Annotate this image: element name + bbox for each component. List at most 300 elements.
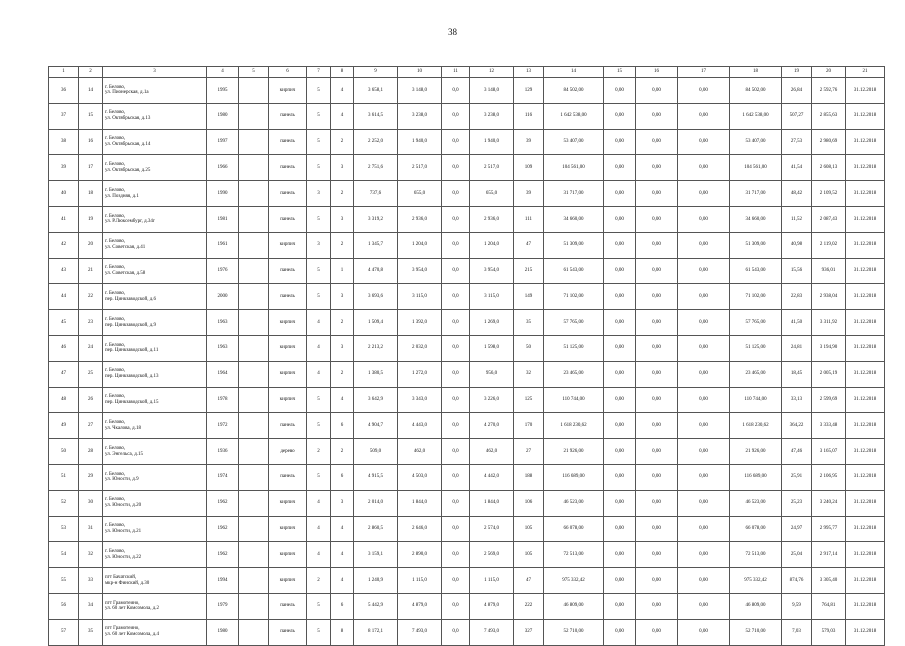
cell-c12: 2 936,0 — [470, 206, 514, 232]
cell-c16: 0,00 — [636, 129, 678, 155]
cell-c5 — [239, 516, 269, 542]
address-cell — [103, 103, 207, 129]
cell-c17: 0,00 — [678, 464, 730, 490]
cell-c19: 15,56 — [782, 258, 812, 284]
cell-c11: 0,0 — [442, 361, 470, 387]
cell-c19: 26,84 — [782, 78, 812, 104]
cell-c7: 2 — [307, 439, 331, 465]
address-cell — [103, 258, 207, 284]
cell-c11: 0,0 — [442, 516, 470, 542]
address-cell — [103, 568, 207, 594]
cell-c7: 4 — [307, 490, 331, 516]
cell-c14: 46 523,00 — [544, 490, 604, 516]
cell-c1: 54 — [49, 542, 79, 568]
cell-c18: 84 502,00 — [730, 78, 782, 104]
cell-c12: 1 115,0 — [470, 568, 514, 594]
cell-c13: 116 — [514, 103, 544, 129]
column-number-row — [49, 67, 885, 78]
cell-c19: 25,91 — [782, 464, 812, 490]
cell-c5 — [239, 129, 269, 155]
cell-c4: 1962 — [207, 516, 239, 542]
cell-c9: 2 014,0 — [354, 490, 398, 516]
cell-c2: 17 — [79, 155, 103, 181]
cell-c10: 3 343,0 — [398, 387, 442, 413]
cell-c5 — [239, 310, 269, 336]
cell-c13: 105 — [514, 516, 544, 542]
cell-c1: 43 — [49, 258, 79, 284]
cell-c8: 4 — [331, 387, 354, 413]
cell-c8: 3 — [331, 335, 354, 361]
cell-c15: 0,00 — [604, 542, 636, 568]
cell-c12: 3 148,0 — [470, 78, 514, 104]
cell-c1: 40 — [49, 181, 79, 207]
address-locality: г. Белово, — [105, 420, 126, 425]
address-locality: г. Белово, — [105, 548, 126, 554]
column-number-cell: 21 — [846, 67, 885, 78]
cell-c15: 0,00 — [604, 516, 636, 542]
cell-c1: 52 — [49, 490, 79, 516]
cell-c20: 2 938,04 — [812, 284, 846, 310]
cell-c19: 25,23 — [782, 490, 812, 516]
cell-c18: 975 332,42 — [730, 568, 782, 594]
table-row — [49, 387, 885, 413]
cell-c9: 1 240,9 — [354, 568, 398, 594]
cell-c8: 4 — [331, 103, 354, 129]
cell-c15: 0,00 — [604, 310, 636, 336]
cell-c8: 2 — [331, 232, 354, 258]
cell-c17: 0,00 — [678, 232, 730, 258]
cell-c18: 23 465,00 — [730, 361, 782, 387]
cell-c17: 0,00 — [678, 619, 730, 645]
cell-c21: 31.12.2018 — [846, 78, 885, 104]
cell-c14: 66 078,00 — [544, 516, 604, 542]
cell-c13: 170 — [514, 413, 544, 439]
cell-c14: 71 102,00 — [544, 284, 604, 310]
cell-c20: 3 305,40 — [812, 568, 846, 594]
address-cell — [103, 593, 207, 619]
cell-c19: 47,46 — [782, 439, 812, 465]
cell-c14: 72 513,00 — [544, 542, 604, 568]
cell-c12: 4 442,0 — [470, 464, 514, 490]
cell-c1: 38 — [49, 129, 79, 155]
cell-c15: 0,00 — [604, 593, 636, 619]
cell-c10: 655,0 — [398, 181, 442, 207]
cell-c17: 0,00 — [678, 335, 730, 361]
cell-c2: 35 — [79, 619, 103, 645]
address-locality: г. Белово, — [105, 445, 126, 451]
address-cell — [103, 413, 207, 439]
cell-c5 — [239, 181, 269, 207]
cell-c8: 3 — [331, 206, 354, 232]
cell-c20: 2 980,69 — [812, 129, 846, 155]
cell-c20: 3 165,07 — [812, 439, 846, 465]
cell-c16: 0,00 — [636, 568, 678, 594]
cell-c18: 52 710,00 — [730, 619, 782, 645]
cell-c10: 4 503,0 — [398, 464, 442, 490]
column-number-cell: 20 — [812, 67, 846, 78]
cell-c11: 0,0 — [442, 310, 470, 336]
cell-c7: 5 — [307, 155, 331, 181]
cell-c15: 0,00 — [604, 619, 636, 645]
cell-c5 — [239, 464, 269, 490]
cell-c1: 55 — [49, 568, 79, 594]
cell-c2: 34 — [79, 593, 103, 619]
table-row — [49, 335, 885, 361]
table-row — [49, 232, 885, 258]
cell-c4: 1997 — [207, 129, 239, 155]
cell-c20: 2 995,77 — [812, 516, 846, 542]
cell-c2: 19 — [79, 206, 103, 232]
cell-c15: 0,00 — [604, 181, 636, 207]
column-number-cell: 2 — [79, 67, 103, 78]
cell-c9: 3 658,1 — [354, 78, 398, 104]
cell-c1: 57 — [49, 619, 79, 645]
cell-c1: 39 — [49, 155, 79, 181]
cell-c16: 0,00 — [636, 310, 678, 336]
cell-c13: 106 — [514, 490, 544, 516]
cell-c16: 0,00 — [636, 439, 678, 465]
cell-c10: 2 646,0 — [398, 516, 442, 542]
cell-c11: 0,0 — [442, 413, 470, 439]
cell-c1: 45 — [49, 310, 79, 336]
cell-c21: 31.12.2018 — [846, 181, 885, 207]
cell-c16: 0,00 — [636, 284, 678, 310]
cell-c21: 31.12.2018 — [846, 129, 885, 155]
cell-c11: 0,0 — [442, 568, 470, 594]
cell-c17: 0,00 — [678, 258, 730, 284]
cell-c20: 2 592,76 — [812, 78, 846, 104]
cell-c16: 0,00 — [636, 593, 678, 619]
cell-c15: 0,00 — [604, 387, 636, 413]
cell-c10: 1 844,0 — [398, 490, 442, 516]
address-cell — [103, 284, 207, 310]
cell-c18: 71 102,00 — [730, 284, 782, 310]
cell-c13: 32 — [514, 361, 544, 387]
table-row — [49, 413, 885, 439]
cell-c1: 48 — [49, 387, 79, 413]
cell-c6: панель — [269, 155, 307, 181]
cell-c21: 31.12.2018 — [846, 490, 885, 516]
cell-c11: 0,0 — [442, 464, 470, 490]
cell-c2: 22 — [79, 284, 103, 310]
cell-c9: 509,0 — [354, 439, 398, 465]
cell-c13: 327 — [514, 619, 544, 645]
cell-c19: 9,59 — [782, 593, 812, 619]
cell-c7: 5 — [307, 413, 331, 439]
cell-c2: 25 — [79, 361, 103, 387]
cell-c14: 53 407,00 — [544, 129, 604, 155]
address-locality: г. Белово, — [105, 291, 126, 297]
address-street: мкр-н Финский, д.30 — [105, 580, 150, 586]
cell-c9: 2 860,5 — [354, 516, 398, 542]
cell-c21: 31.12.2018 — [846, 284, 885, 310]
cell-c2: 27 — [79, 413, 103, 439]
cell-c7: 3 — [307, 181, 331, 207]
cell-c6: панель — [269, 206, 307, 232]
cell-c15: 0,00 — [604, 103, 636, 129]
cell-c8: 1 — [331, 258, 354, 284]
cell-c4: 1963 — [207, 310, 239, 336]
cell-c18: 51 309,00 — [730, 232, 782, 258]
cell-c18: 21 926,00 — [730, 439, 782, 465]
cell-c2: 33 — [79, 568, 103, 594]
cell-c13: 105 — [514, 542, 544, 568]
cell-c2: 26 — [79, 387, 103, 413]
address-street: ул. Энгельса, д.15 — [105, 451, 144, 457]
cell-c11: 0,0 — [442, 619, 470, 645]
cell-c19: 24,97 — [782, 516, 812, 542]
cell-c10: 462,0 — [398, 439, 442, 465]
cell-c4: 1962 — [207, 542, 239, 568]
cell-c13: 109 — [514, 155, 544, 181]
cell-c18: 1 618 230,62 — [730, 413, 782, 439]
column-number-cell: 3 — [103, 67, 207, 78]
cell-c5 — [239, 593, 269, 619]
cell-c6: кирпич — [269, 310, 307, 336]
cell-c5 — [239, 284, 269, 310]
cell-c17: 0,00 — [678, 78, 730, 104]
column-number-cell: 17 — [678, 67, 730, 78]
cell-c12: 2 574,0 — [470, 516, 514, 542]
cell-c8: 8 — [331, 619, 354, 645]
cell-c2: 28 — [79, 439, 103, 465]
cell-c9: 3 159,1 — [354, 542, 398, 568]
address-cell — [103, 490, 207, 516]
cell-c19: 507,27 — [782, 103, 812, 129]
cell-c21: 31.12.2018 — [846, 155, 885, 181]
address-cell — [103, 439, 207, 465]
cell-c12: 1 844,0 — [470, 490, 514, 516]
address-cell — [103, 516, 207, 542]
table-row — [49, 568, 885, 594]
cell-c14: 23 465,00 — [544, 361, 604, 387]
cell-c16: 0,00 — [636, 258, 678, 284]
cell-c13: 215 — [514, 258, 544, 284]
cell-c20: 2 608,13 — [812, 155, 846, 181]
cell-c8: 3 — [331, 155, 354, 181]
cell-c4: 1979 — [207, 593, 239, 619]
cell-c14: 46 809,00 — [544, 593, 604, 619]
cell-c6: кирпич — [269, 78, 307, 104]
cell-c9: 2 252,0 — [354, 129, 398, 155]
cell-c10: 1 272,0 — [398, 361, 442, 387]
cell-c11: 0,0 — [442, 78, 470, 104]
address-street: пер. Цинкзаводской, д.6 — [105, 296, 157, 302]
cell-c18: 46 523,00 — [730, 490, 782, 516]
cell-c13: 125 — [514, 387, 544, 413]
cell-c15: 0,00 — [604, 335, 636, 361]
cell-c9: 2 213,2 — [354, 335, 398, 361]
address-locality: г. Белово, — [105, 213, 126, 219]
cell-c4: 2000 — [207, 284, 239, 310]
cell-c5 — [239, 439, 269, 465]
address-cell — [103, 181, 207, 207]
cell-c11: 0,0 — [442, 206, 470, 232]
cell-c16: 0,00 — [636, 361, 678, 387]
cell-c12: 462,0 — [470, 439, 514, 465]
cell-c17: 0,00 — [678, 413, 730, 439]
table-row — [49, 78, 885, 104]
cell-c15: 0,00 — [604, 284, 636, 310]
cell-c11: 0,0 — [442, 439, 470, 465]
cell-c12: 3 226,0 — [470, 387, 514, 413]
cell-c10: 1 204,0 — [398, 232, 442, 258]
cell-c15: 0,00 — [604, 232, 636, 258]
cell-c12: 2 569,0 — [470, 542, 514, 568]
cell-c12: 1 204,0 — [470, 232, 514, 258]
table-row — [49, 619, 885, 645]
table-row — [49, 103, 885, 129]
address-street: ул. 60 лет Комсомола, д.4 — [105, 632, 160, 638]
cell-c2: 32 — [79, 542, 103, 568]
cell-c19: 7,03 — [782, 619, 812, 645]
cell-c9: 5 442,9 — [354, 593, 398, 619]
cell-c21: 31.12.2018 — [846, 619, 885, 645]
cell-c13: 47 — [514, 568, 544, 594]
cell-c16: 0,00 — [636, 155, 678, 181]
cell-c13: 27 — [514, 439, 544, 465]
cell-c8: 4 — [331, 542, 354, 568]
table-row — [49, 464, 885, 490]
cell-c19: 41,50 — [782, 310, 812, 336]
cell-c16: 0,00 — [636, 78, 678, 104]
cell-c20: 3 333,48 — [812, 413, 846, 439]
cell-c10: 1 392,0 — [398, 310, 442, 336]
column-number-cell: 5 — [239, 67, 269, 78]
cell-c14: 116 689,00 — [544, 464, 604, 490]
cell-c19: 874,76 — [782, 568, 812, 594]
address-cell — [103, 206, 207, 232]
cell-c5 — [239, 78, 269, 104]
cell-c4: 1963 — [207, 335, 239, 361]
cell-c18: 1 642 538,00 — [730, 103, 782, 129]
cell-c11: 0,0 — [442, 155, 470, 181]
cell-c17: 0,00 — [678, 593, 730, 619]
address-street: ул. Советская, д.41 — [105, 245, 146, 251]
cell-c21: 31.12.2018 — [846, 232, 885, 258]
cell-c16: 0,00 — [636, 103, 678, 129]
cell-c9: 1 345,7 — [354, 232, 398, 258]
cell-c17: 0,00 — [678, 103, 730, 129]
cell-c20: 764,81 — [812, 593, 846, 619]
address-street: пер. Цинкзаводской, д.15 — [105, 399, 159, 405]
address-street: пер. Цинкзаводской, д.11 — [105, 348, 159, 354]
cell-c12: 1 598,0 — [470, 335, 514, 361]
cell-c9: 4 915,5 — [354, 464, 398, 490]
cell-c10: 2 032,0 — [398, 335, 442, 361]
cell-c20: 2 109,52 — [812, 181, 846, 207]
cell-c16: 0,00 — [636, 232, 678, 258]
cell-c17: 0,00 — [678, 284, 730, 310]
cell-c19: 27,53 — [782, 129, 812, 155]
table-row — [49, 439, 885, 465]
column-number-cell: 12 — [470, 67, 514, 78]
cell-c18: 61 543,00 — [730, 258, 782, 284]
cell-c12: 1 940,0 — [470, 129, 514, 155]
cell-c19: 48,42 — [782, 181, 812, 207]
cell-c15: 0,00 — [604, 413, 636, 439]
cell-c2: 23 — [79, 310, 103, 336]
cell-c10: 3 148,0 — [398, 78, 442, 104]
cell-c6: кирпич — [269, 387, 307, 413]
cell-c19: 25,04 — [782, 542, 812, 568]
table-row — [49, 284, 885, 310]
cell-c20: 3 194,90 — [812, 335, 846, 361]
cell-c14: 34 660,00 — [544, 206, 604, 232]
cell-c5 — [239, 387, 269, 413]
cell-c12: 3 238,0 — [470, 103, 514, 129]
cell-c11: 0,0 — [442, 542, 470, 568]
cell-c1: 37 — [49, 103, 79, 129]
address-street: ул. Р.Люксембург, д.34г — [105, 219, 155, 225]
cell-c2: 18 — [79, 181, 103, 207]
address-locality: г. Белово, — [105, 84, 126, 90]
cell-c18: 46 809,00 — [730, 593, 782, 619]
cell-c6: кирпич — [269, 490, 307, 516]
cell-c11: 0,0 — [442, 103, 470, 129]
column-number-cell: 16 — [636, 67, 678, 78]
cell-c14: 52 710,00 — [544, 619, 604, 645]
address-street: пер. Цинкзаводской, д.9 — [105, 322, 157, 328]
address-street: ул. Поздняя, д.1 — [105, 193, 139, 199]
address-cell — [103, 310, 207, 336]
cell-c7: 4 — [307, 516, 331, 542]
column-number-cell: 19 — [782, 67, 812, 78]
address-locality: г. Белово, — [105, 497, 126, 503]
cell-c20: 2 855,63 — [812, 103, 846, 129]
cell-c6: панель — [269, 129, 307, 155]
cell-c7: 5 — [307, 464, 331, 490]
cell-c2: 15 — [79, 103, 103, 129]
cell-c7: 5 — [307, 103, 331, 129]
cell-c20: 3 240,24 — [812, 490, 846, 516]
cell-c20: 936,01 — [812, 258, 846, 284]
cell-c8: 4 — [331, 568, 354, 594]
column-number-cell: 13 — [514, 67, 544, 78]
cell-c15: 0,00 — [604, 78, 636, 104]
cell-c20: 2 106,95 — [812, 464, 846, 490]
cell-c21: 31.12.2018 — [846, 439, 885, 465]
cell-c20: 2 119,02 — [812, 232, 846, 258]
cell-c16: 0,00 — [636, 542, 678, 568]
cell-c1: 36 — [49, 78, 79, 104]
cell-c21: 31.12.2018 — [846, 361, 885, 387]
table-row — [49, 206, 885, 232]
cell-c8: 6 — [331, 593, 354, 619]
cell-c14: 84 502,00 — [544, 78, 604, 104]
table-row — [49, 542, 885, 568]
cell-c9: 1 380,5 — [354, 361, 398, 387]
address-locality: г. Белово, — [105, 136, 126, 142]
cell-c9: 2 751,6 — [354, 155, 398, 181]
cell-c1: 50 — [49, 439, 79, 465]
cell-c1: 42 — [49, 232, 79, 258]
address-street: ул. Юности, д.22 — [105, 554, 142, 560]
cell-c8: 2 — [331, 129, 354, 155]
cell-c15: 0,00 — [604, 129, 636, 155]
cell-c11: 0,0 — [442, 490, 470, 516]
cell-c10: 1 115,0 — [398, 568, 442, 594]
cell-c9: 3 642,9 — [354, 387, 398, 413]
cell-c21: 31.12.2018 — [846, 516, 885, 542]
cell-c7: 5 — [307, 78, 331, 104]
address-street: ул. Октябрьская, д.14 — [105, 141, 151, 147]
cell-c11: 0,0 — [442, 593, 470, 619]
cell-c5 — [239, 361, 269, 387]
cell-c5 — [239, 619, 269, 645]
cell-c5 — [239, 413, 269, 439]
cell-c13: 149 — [514, 284, 544, 310]
